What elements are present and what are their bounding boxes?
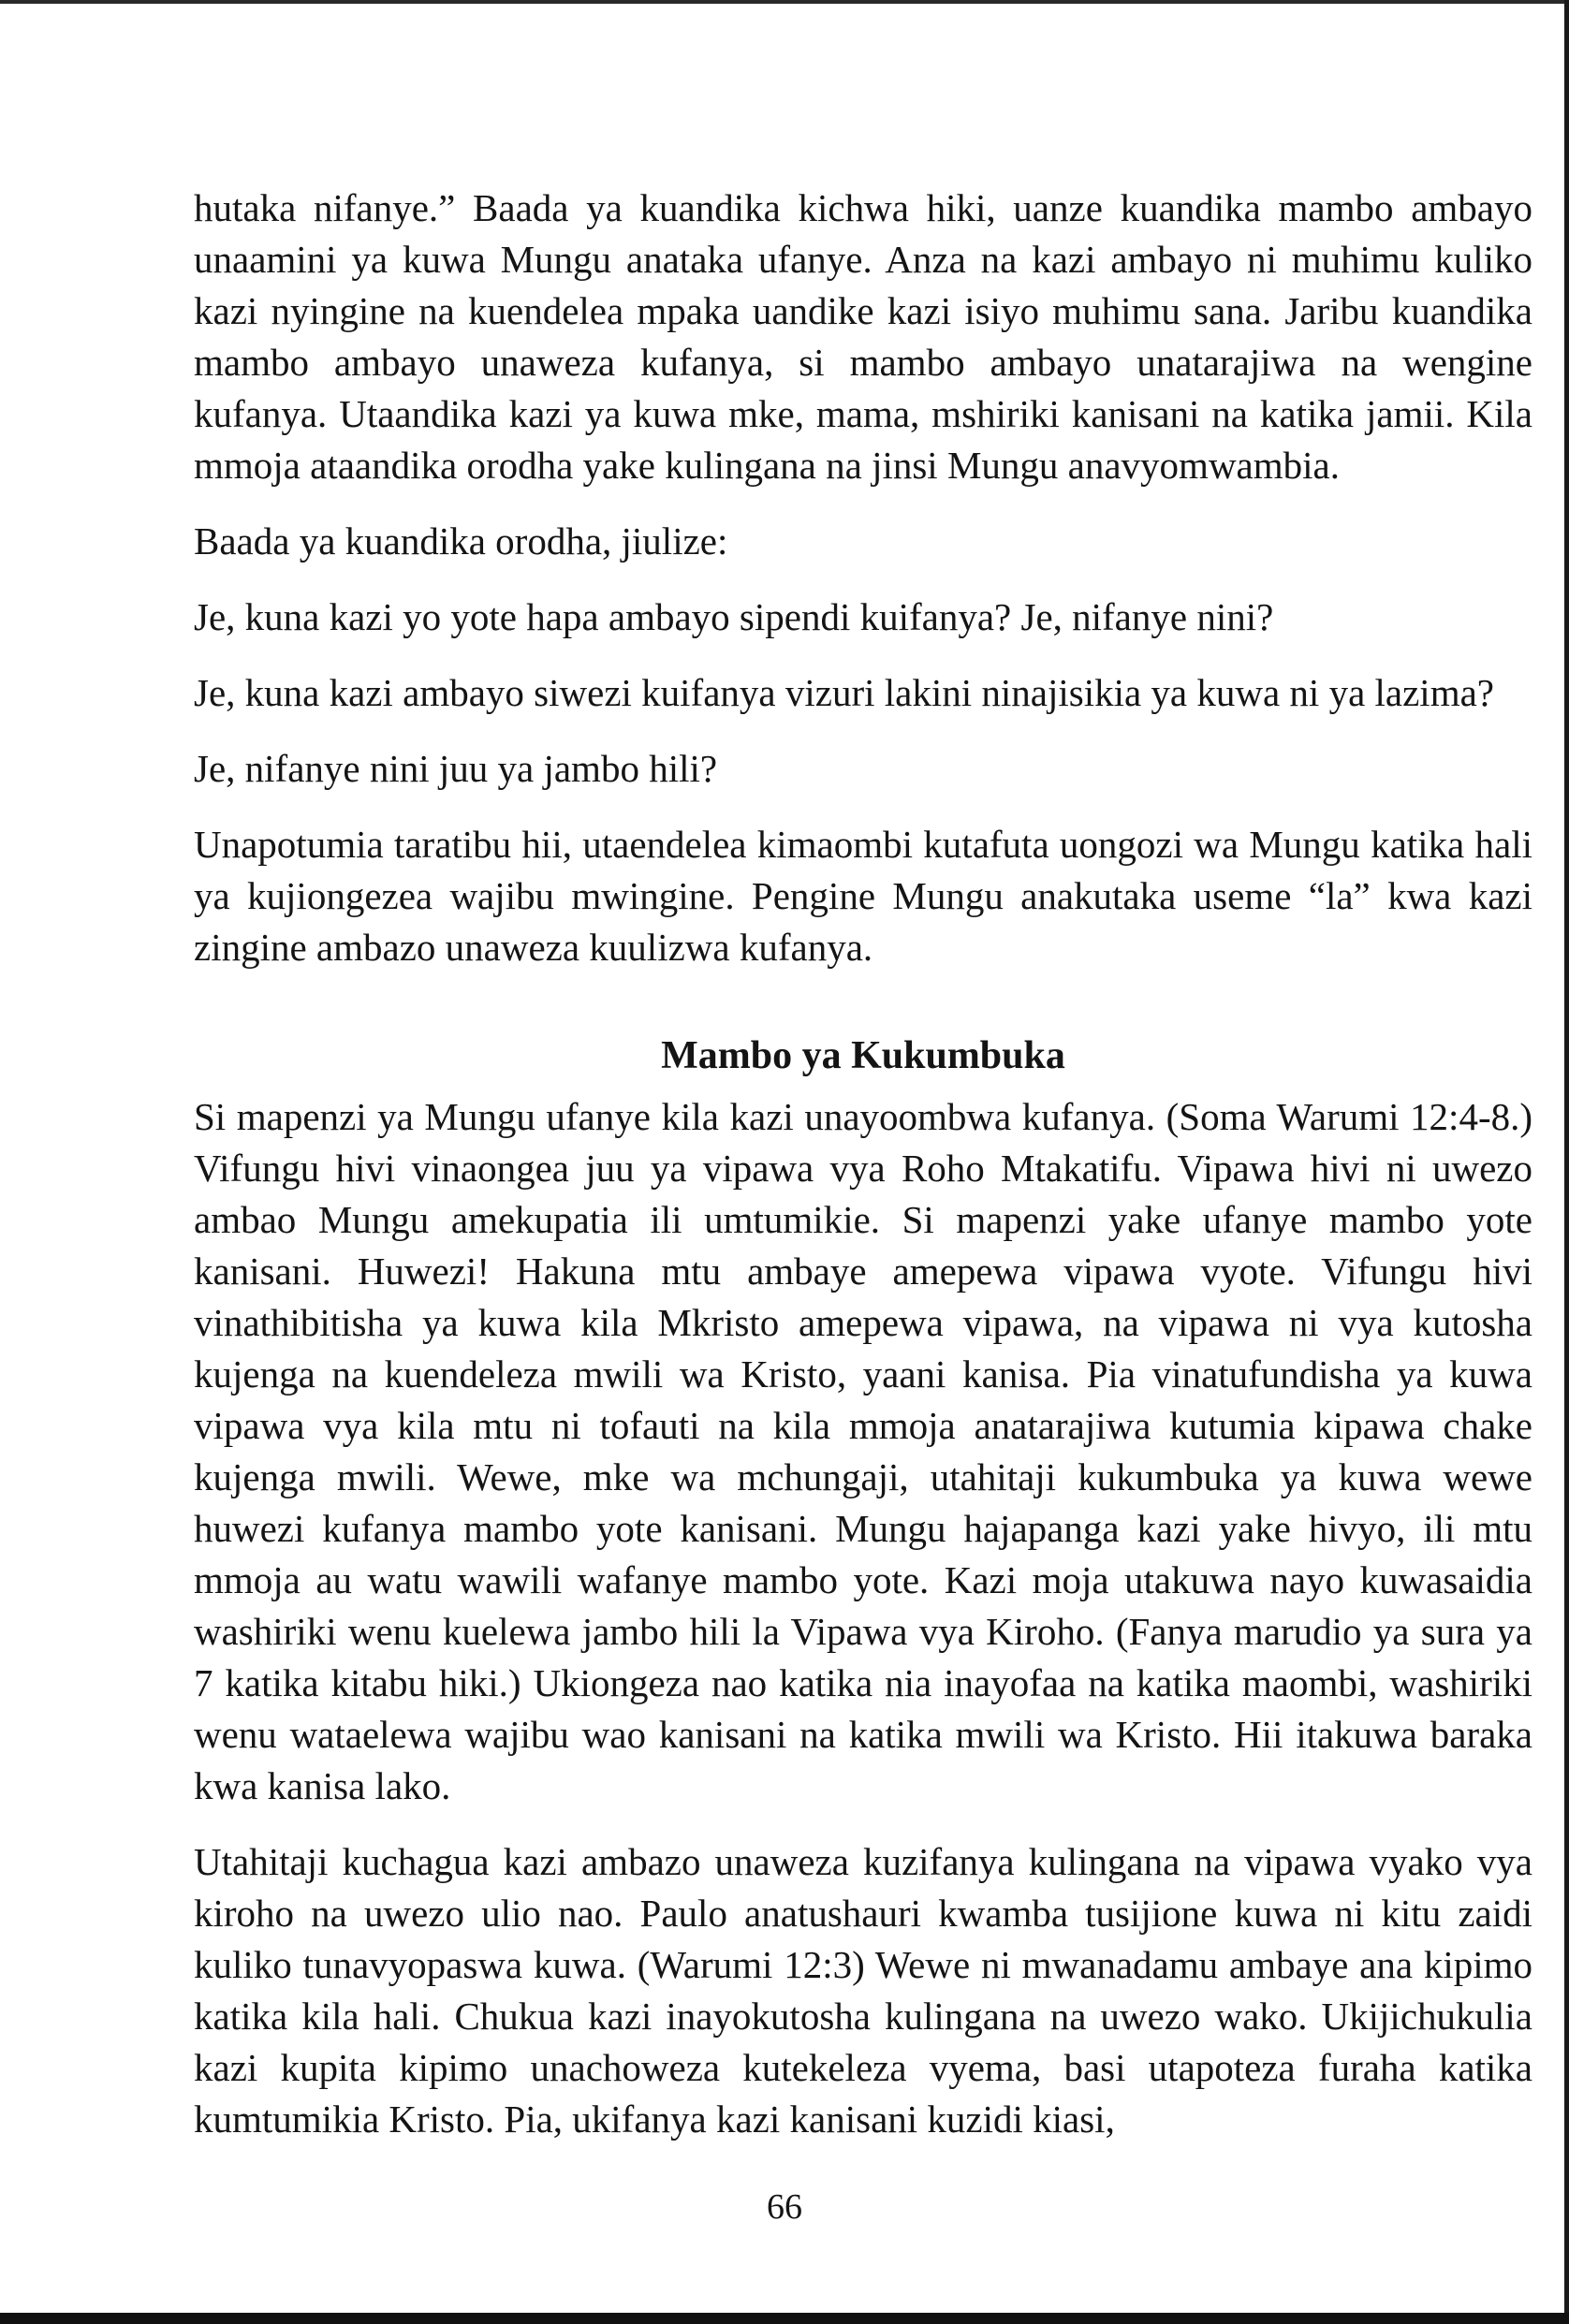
scan-right-border [1564,0,1569,2324]
paragraph-ask-yourself: Baada ya kuandika orodha, jiulize: [194,519,728,563]
question-necessary-task: Je, kuna kazi ambayo siwezi kuifanya vizuri lakini ninajisikia ya kuwa ni ya lazima? [194,671,1494,714]
question-dislike-task: Je, kuna kazi yo yote hapa ambayo sipendi kuifanya? Je, nifanye nini? [194,595,1274,638]
paragraph-spiritual-gifts: Si mapenzi ya Mungu ufanye kila kazi unayoombwa kufanya. (Soma Warumi 12:4-8.) Vifungu hivi vinaongea juu ya vipawa vya Roho Mtakatifu. Vipawa hivi ni uwezo ambao Mungu amekupatia ili umtumikie. Si mapenzi yake ufanye mambo yote kanisani. Huwezi! Hakuna mtu ambaye amepewa vipawa vyote. Vifungu hivi vinathibitisha ya kuwa kila Mkristo amepewa vipawa, na vipawa ni vya kutosha kujenga na kuendeleza mwili wa Kristo, yaani kanisa. Pia vinatufundisha ya kuwa vipawa vya kila mtu ni tofauti na kila mmoja anatarajiwa kutumia kipawa chake kujenga mwili. Wewe, mke wa mchungaji, utahitaji kukumbuka ya kuwa wewe huwezi kufanya mambo yote kanisani. Mungu hajapanga kazi yake hivyo, ili mtu mmoja au watu wawili wafanye mambo yote. Kazi moja utakuwa nayo kuwasaidia washiriki wenu kuelewa jambo hili la Vipawa vya Kiroho. (Fanya marudio ya sura ya 7 katika kitabu hiki.) Ukiongeza nao katika nia inayofaa na katika maombi, washiriki wenu wataelewa wajibu wao kanisani na katika mwili wa Kristo. Hii itakuwa baraka kwa kanisa lako. [194,1095,1532,1807]
question-what-to-do: Je, nifanye nini juu ya jambo hili? [194,747,718,790]
scan-top-border [0,0,1569,4]
page-number: 66 [767,2187,802,2227]
scan-bottom-border [0,2313,1569,2324]
paragraph-intro-continued: hutaka nifanye.” Baada ya kuandika kichwa hiki, uanze kuandika mambo ambayo unaamini ya kuwa Mungu anataka ufanye. Anza na kazi ambayo ni muhimu kuliko kazi nyingine na kuendelea mpaka uandike kazi isiyo muhimu sana. Jaribu kuandika mambo ambayo unaweza kufanya, si mambo ambayo unatarajiwa na wengine kufanya. Utaandika kazi ya kuwa mke, mama, mshiriki kanisani na katika jamii. Kila mmoja ataandika orodha yake kulingana na jinsi Mungu anavyomwambia. [194,186,1532,487]
page-body [194,183,1532,2170]
paragraph-guidance: Unapotumia taratibu hii, utaendelea kimaombi kutafuta uongozi wa Mungu katika hali ya kujiongezea wajibu mwingine. Pengine Mungu anakutaka useme “la” kwa kazi zingine ambazo unaweza kuulizwa kufanya. [194,823,1532,969]
paragraph-choose-tasks: Utahitaji kuchagua kazi ambazo unaweza kuzifanya kulingana na vipawa vyako vya kiroho na uwezo ulio nao. Paulo anatushauri kwamba tusijione kuwa ni kitu zaidi kuliko tunavyopaswa kuwa. (Warumi 12:3) Wewe ni mwanadamu ambaye ana kipimo katika kila hali. Chukua kazi inayokutosha kulingana na uwezo wako. Ukijichukulia kazi kupita kipimo unachoweza kutekeleza vyema, basi utapoteza furaha katika kumtumikia Kristo. Pia, ukifanya kazi kanisani kuzidi kiasi, [194,1840,1532,2141]
section-heading: Mambo ya Kukumbuka [661,1034,1065,1077]
